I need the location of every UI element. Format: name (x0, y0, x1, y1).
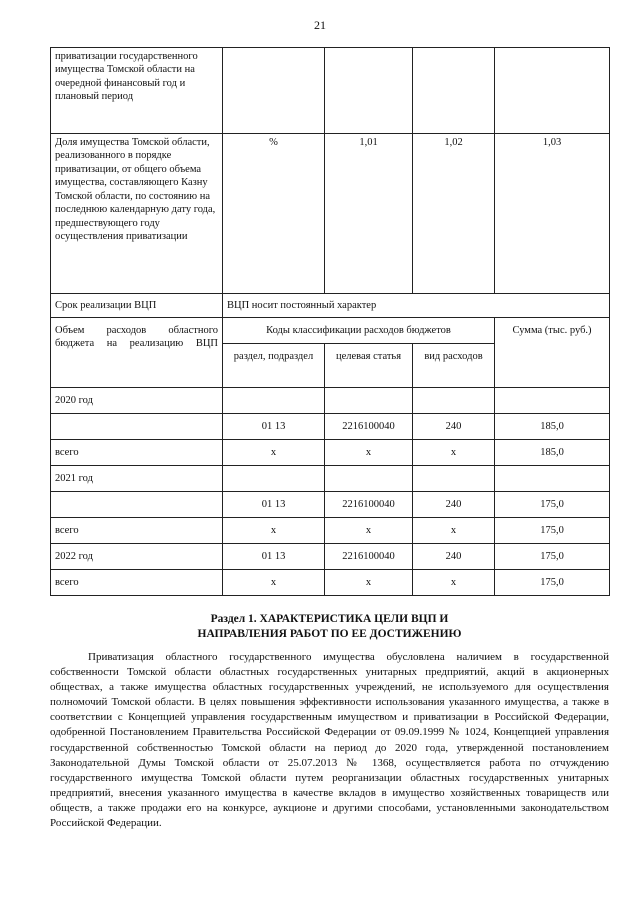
sum-value: 175,0 (495, 570, 610, 596)
type-code: x (413, 518, 495, 544)
term-label: Срок реализации ВЦП (51, 294, 223, 318)
sum-value: 185,0 (495, 414, 610, 440)
section-title-line: НАПРАВЛЕНИЯ РАБОТ ПО ЕЕ ДОСТИЖЕНИЮ (197, 627, 462, 640)
section-code: 01 13 (223, 414, 325, 440)
table-row (51, 440, 610, 466)
section-header: раздел, подраздел (223, 344, 325, 388)
sum-value: 175,0 (495, 492, 610, 518)
table-row (51, 48, 610, 134)
target-code: x (325, 570, 413, 596)
table-row (51, 518, 610, 544)
target-code: 2216100040 (325, 492, 413, 518)
target-code: x (325, 440, 413, 466)
indicator-unit: % (223, 134, 325, 294)
year-label: 2021 год (51, 466, 223, 492)
section-code: x (223, 570, 325, 596)
program-table (50, 47, 610, 596)
indicator-value: 1,02 (413, 134, 495, 294)
type-code: x (413, 440, 495, 466)
page-number: 21 (314, 18, 326, 32)
total-label: всего (51, 440, 223, 466)
table-row (51, 294, 610, 318)
table-row (51, 570, 610, 596)
section-code: 01 13 (223, 544, 325, 570)
section-title (50, 612, 609, 642)
indicator-name: приватизации государственного имущества Томской области на очередной финансовый год и плановый период (51, 48, 223, 134)
total-label: всего (51, 518, 223, 544)
type-code: 240 (413, 492, 495, 518)
section-title-line: Раздел 1. ХАРАКТЕРИСТИКА ЦЕЛИ ВЦП И (210, 613, 449, 625)
sum-value: 175,0 (495, 544, 610, 570)
target-code: 2216100040 (325, 414, 413, 440)
section-code: x (223, 518, 325, 544)
expense-label (51, 318, 223, 388)
section-paragraph: Приватизация областного государственного имущества обусловлена наличием в государственной собственности Томской области областных государственных унитарных предприятий, акций в акционерных обществах, а также имущества областных государственных учреждений, не используемого для осуществления полномочий Томской области. В целях повышения эффективности использования указанного имущества, а также в соответствии с Концепцией управления государственным имуществом и приватизации в Российской Федерации, одобренной Постановлением Правительства Российской Федерации от 09.09.1999 № 1024, Концепцией управления государственной собственностью Томской области на период до 2020 года, утвержденной постановлением Законодательной Думы Томской области от 25.07.2013 № 1368, осуществляется работа по отчуждению государственного имущества Томской области путем реорганизации областных государственных унитарных предприятий, внесения указанного имущества в качестве вкладов в имущество хозяйственных товариществ или обществ, а также продажи его на конкурсе, аукционе и другими способами, установленными законодательством Российской Федерации. (50, 651, 609, 830)
target-code: x (325, 518, 413, 544)
type-header: вид расходов (413, 344, 495, 388)
total-label: всего (51, 570, 223, 596)
table-row (51, 318, 610, 344)
type-code: 240 (413, 414, 495, 440)
table-row (51, 492, 610, 518)
type-code: 240 (413, 544, 495, 570)
expense-label-text: Объем расходов областного бюджета на реализацию ВЦП (55, 325, 218, 350)
target-code: 2216100040 (325, 544, 413, 570)
table-row (51, 414, 610, 440)
sum-header: Сумма (тыс. руб.) (495, 318, 610, 388)
section-code: 01 13 (223, 492, 325, 518)
type-code: x (413, 570, 495, 596)
section-code: x (223, 440, 325, 466)
table-row (51, 134, 610, 294)
sum-value: 175,0 (495, 518, 610, 544)
codes-header: Коды классификации расходов бюджетов (223, 318, 495, 344)
table-row (51, 466, 610, 492)
indicator-value: 1,03 (495, 134, 610, 294)
table-row (51, 544, 610, 570)
sum-value: 185,0 (495, 440, 610, 466)
indicator-name: Доля имущества Томской области, реализованного в порядке приватизации, от общего объема имущества, составляющего Казну Томской области, по состоянию на последнюю календарную дату года, предшествующего году осуществления приватизации (51, 134, 223, 294)
table-row (51, 388, 610, 414)
year-label: 2020 год (51, 388, 223, 414)
year-label: 2022 год (51, 544, 223, 570)
term-value: ВЦП носит постоянный характер (223, 294, 610, 318)
target-header: целевая статья (325, 344, 413, 388)
indicator-value: 1,01 (325, 134, 413, 294)
